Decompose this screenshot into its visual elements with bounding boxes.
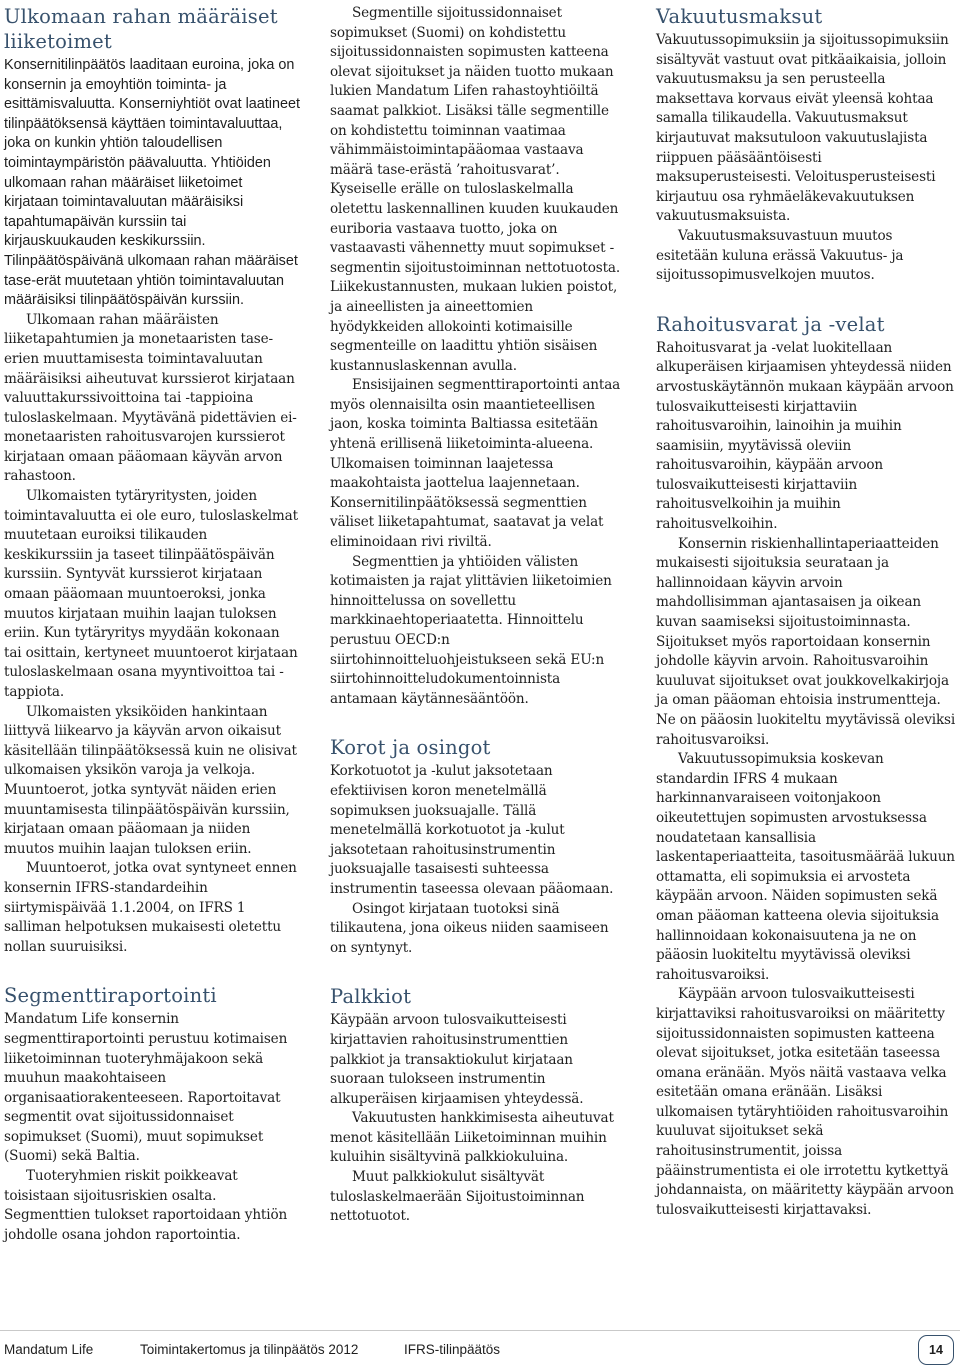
paragraph: Ulkomaan rahan määräisten liiketapahtumien ja monetaaristen tase-erien muuttamisesta toimintavaluutan määräisiksi aiheutuvat kurssierot kirjataan valuuttakurssivoittoina tai -tappioina tuloslaskelmaan. Myytävänä pidettävien ei-monetaaristen rahoitusvarojen kurssierot kirjataan omaan pääomaan käyvän arvon rahastoon. [4, 311, 297, 485]
heading-palkkiot: Palkkiot [330, 985, 412, 1009]
column-2 [330, 4, 624, 1227]
heading-ulkomaan-rahan: Ulkomaan rahan määräiset liiketoimet [4, 5, 278, 53]
paragraph: Mandatum Life konsernin segmenttiraportointi perustuu kotimaisen liiketoiminnan tuoteryhmäjakoon sekä muuhun maakohtaiseen organisaatiorakenteeseen. Raportoitavat segmentit ovat sijoitussidonnaiset sopimukset (Suomi), muut sopimukset (Suomi) sekä Baltia. [4, 1011, 288, 1165]
paragraph: Vakuutusmaksuvastuun muutos esitetään kuluna erässä Vakuutus- ja sijoitussopimusvelkojen muutos. [656, 227, 904, 284]
paragraph: Käypään arvoon tulosvaikutteisesti kirjattavien rahoitusinstrumenttien palkkiot ja transaktiokulut kirjataan suoraan tulokseen instrumentin alkuperäisen kirjaamisen yhteydessä. [330, 1012, 584, 1107]
footer-section: IFRS-tilinpäätös [404, 1342, 501, 1357]
heading-rahoitusvarat: Rahoitusvarat ja -velat [656, 312, 885, 336]
page-number: 14 [918, 1335, 954, 1365]
paragraph: Ulkomaisten yksiköiden hankintaan liittyvä liikearvo ja käyvän arvon oikaisut käsitellään tilinpäätöksessä kuin ne olisivat ulkomaisen yksikön varoja ja velkoja. Muuntoerot, jotka syntyvät näiden erien muuntamisesta tilinpäätöspäivän kurssiin, kirjataan omaan pääomaan ja niiden muutos muihin laajan tuloksen eriin. [4, 703, 297, 857]
paragraph: Osingot kirjataan tuotoksi sinä tilikautena, jona oikeus niiden saamiseen on syntynyt. [330, 900, 609, 956]
paragraph: Muut palkkiokulut sisältyvät tuloslaskelmaerään Sijoitustoiminnan nettotuotot. [330, 1169, 585, 1225]
footer-report-title: Toimintakertomus ja tilinpäätös 2012 [140, 1342, 359, 1357]
paragraph: Korkotuotot ja -kulut jaksotetaan efektiivisen koron menetelmällä sopimuksen juoksuajalle. Tällä menetelmällä korkotuotot ja -kulut jaksotetaan rahoitusinstrumentin juoksuajalle tasaisesti suhteessa instrumentin taseessa olevaan pääomaan. [330, 763, 614, 897]
heading-korot-ja-osingot: Korot ja osingot [330, 736, 491, 760]
paragraph: Käypään arvoon tulosvaikutteisesti kirjattaviksi rahoitusvaroiksi on määritetty sijoitussidonnaisten sopimusten katteena olevat sijoitukset, jotka esitetään taseessa omana eränään. Myös näitä vastaava velka esitetään omana eränään. Lisäksi ulkomaisen tytäryhtiöiden rahoitusvaroihin kuuluvat sijoitukset sekä rahoitusinstrumentit, joissa pääinstrumentista ei ole irrotettu kytkettyä johdannaista, on määritetty käypään arvoon tulosvaikutteisesti kirjattavaksi. [656, 986, 954, 1218]
paragraph: Segmentille sijoitussidonnaiset sopimukset (Suomi) on kohdistettu sijoitussidonnaisten sopimusten katteena olevat sijoitukset ja näiden tuotto mukaan lukien Mandatum Lifen rahastoyhtiöiltä saamat palkkiot. Lisäksi tälle segmentille on kohdistettu toiminnan vaatimaa vähimmäistoimintapääomaa vastaava määrä tase-erästä ’rahoitusvarat’. Kyseiselle erälle on tuloslaskelmalla oletettu laskennallinen kuuden kuukauden euriboria vastaava tuotto, joka on vastaavasti vähennetty muut sopimukset -segmentin sijoitustoiminnan nettotuotosta. Liikekustannusten, mukaan lukien poistot, ja aineellisten ja aineettomien hyödykkeiden allokointi kotimaisille segmenteille on laadittu yhtiön sisäisen kustannuslaskennan avulla. [330, 5, 621, 374]
column-3 [656, 4, 956, 1220]
paragraph: Rahoitusvarat ja -velat luokitellaan alkuperäisen kirjaamisen yhteydessä niiden arvostuskäytännön mukaan käypään arvoon tulosvaikutteisesti kirjattaviin rahoitusvaroihin, lainoihin ja muihin saamisiin, myytävissä oleviin rahoitusvaroihin, käypään arvoon tulosvaikutteisesti kirjattaviin rahoitusvelkoihin ja muihin rahoitusvelkoihin. [656, 339, 954, 533]
paragraph: Tuoteryhmien riskit poikkeavat toisistaan sijoitusriskien osalta. Segmenttien tulokset raportoidaan yhtiön johdolle osana johdon raportointia. [4, 1168, 288, 1243]
paragraph: Ulkomaisten tytäryritysten, joiden toimintavaluutta ei ole euro, tuloslaskelmat muutetaan euroiksi tilikauden keskikurssiin ja taseet tilinpäätöspäivän kurssiin. Syntyvät kurssierot kirjataan omaan pääomaan muuntoeroksi, jonka muutos kirjataan muihin laajan tuloksen eriin. Kun tytäryritys myydään kokonaan tai osittain, kertyneet muuntoerot kirjataan tuloslaskelmaan osana myyntivoittoa tai -tappiota. [4, 488, 298, 700]
footer-divider [0, 1330, 960, 1331]
paragraph: Ensisijainen segmenttiraportointi antaa myös olennaisilta osin maantieteellisen jaon, koska toiminta Baltiassa esitetään yhtenä erillisenä liiketoiminta-alueena. Ulkomaisen toiminnan laajetessa maakohtaista jaottelua laajennetaan. Konsernitilinpäätöksessä segmenttien väliset liiketapahtumat, saatavat ja velat eliminoidaan rivi riviltä. [330, 377, 621, 551]
footer-company: Mandatum Life [4, 1342, 94, 1357]
paragraph: Konsernitilinpäätös laaditaan euroina, joka on konsernin ja emoyhtiön toiminta- ja esittämisvaluutta. Konserniyhtiöt ovat laatineet tilinpäätöksensä käyttäen toimintavaluuttaa, joka on kunkin yhtiön taloudellisen toimintaympäristön päävaluutta. Yhtiöiden ulkomaan rahan määräiset liiketoimet kirjataan toimintavaluutan määräisiksi tapahtumapäivän kurssiin tai kirjauskuukauden keskikurssiin. Tilinpäätöspäivänä ulkomaan rahan määräiset tase-erät muutetaan yhtiön toimintavaluutan määräisiksi tilinpäätöspäivän kurssiin. [4, 57, 300, 309]
heading-vakuutusmaksut: Vakuutusmaksut [656, 5, 823, 28]
paragraph: Segmenttien ja yhtiöiden välisten kotimaisten ja rajat ylittävien liiketoimien hinnoittelussa on sovellettu markkinaehtoperiaatetta. Hinnoittelu perustuu OECD:n siirtohinnoitteluohjeistukseen sekä EU:n siirtohinnoitteludokumentoinnista antamaan käytännesääntöön. [330, 553, 612, 707]
paragraph: Vakuutussopimuksia koskevan standardin IFRS 4 mukaan harkinnanvaraiseen voitonjakoon oikeutettujen sopimusten arvostuksessa noudatetaan kansallisia laskentaperiaatteita, tasoitusmäärää lukuun ottamatta, eli sopimuksia ei arvosteta käypään arvoon. Näiden sopimusten sekä oman pääoman katteena olevia sijoituksia hallinnoidaan kokonaisuutena ja ne on pääosin luokiteltu myytävissä oleviksi rahoitusvaroiksi. [656, 751, 955, 983]
paragraph: Muuntoerot, jotka ovat syntyneet ennen konsernin IFRS-standardeihin siirtymispäivää 1.1.2004, on IFRS 1 salliman helpotuksen mukaisesti oletettu nollan suuruisiksi. [4, 860, 297, 955]
page-footer [0, 1330, 960, 1370]
paragraph: Vakuutusten hankkimisesta aiheutuvat menot käsitellään Liiketoiminnan muihin kuluihin sisältyvinä palkkiokuluina. [330, 1110, 614, 1166]
heading-segmenttiraportointi: Segmenttiraportointi [4, 984, 217, 1008]
paragraph: Konsernin riskienhallintaperiaatteiden mukaisesti sijoituksia seurataan ja hallinnoidaan käyvin arvoin mahdollisimman ajantasaisen ja oikean kuvan saamiseksi sijoitustoiminnasta. Sijoitukset myös raportoidaan konsernin johdolle käyvin arvoin. Rahoitusvaroihin kuuluvat sijoitukset ovat joukkovelkakirjoja ja oman pääoman ehtoisia instrumentteja. Ne on pääosin luokiteltu myytävissä oleviksi rahoitusvaroiksi. [656, 535, 956, 748]
column-1 [4, 4, 300, 1245]
paragraph: Vakuutussopimuksiin ja sijoitussopimuksiin sisältyvät vastuut ovat pitkäaikaisia, jolloin vakuutusmaksu ja sen perusteella maksettava korvaus eivät yleensä kohtaa samalla tilikaudella. Vakuutusmaksut kirjautuvat maksutuloon vakuutuslajista riippuen pääsääntöisesti maksuperusteisesti. Veloitusperusteisesti kirjautuu osa ryhmäeläkevakuutuksen vakuutusmaksuista. [656, 32, 949, 225]
